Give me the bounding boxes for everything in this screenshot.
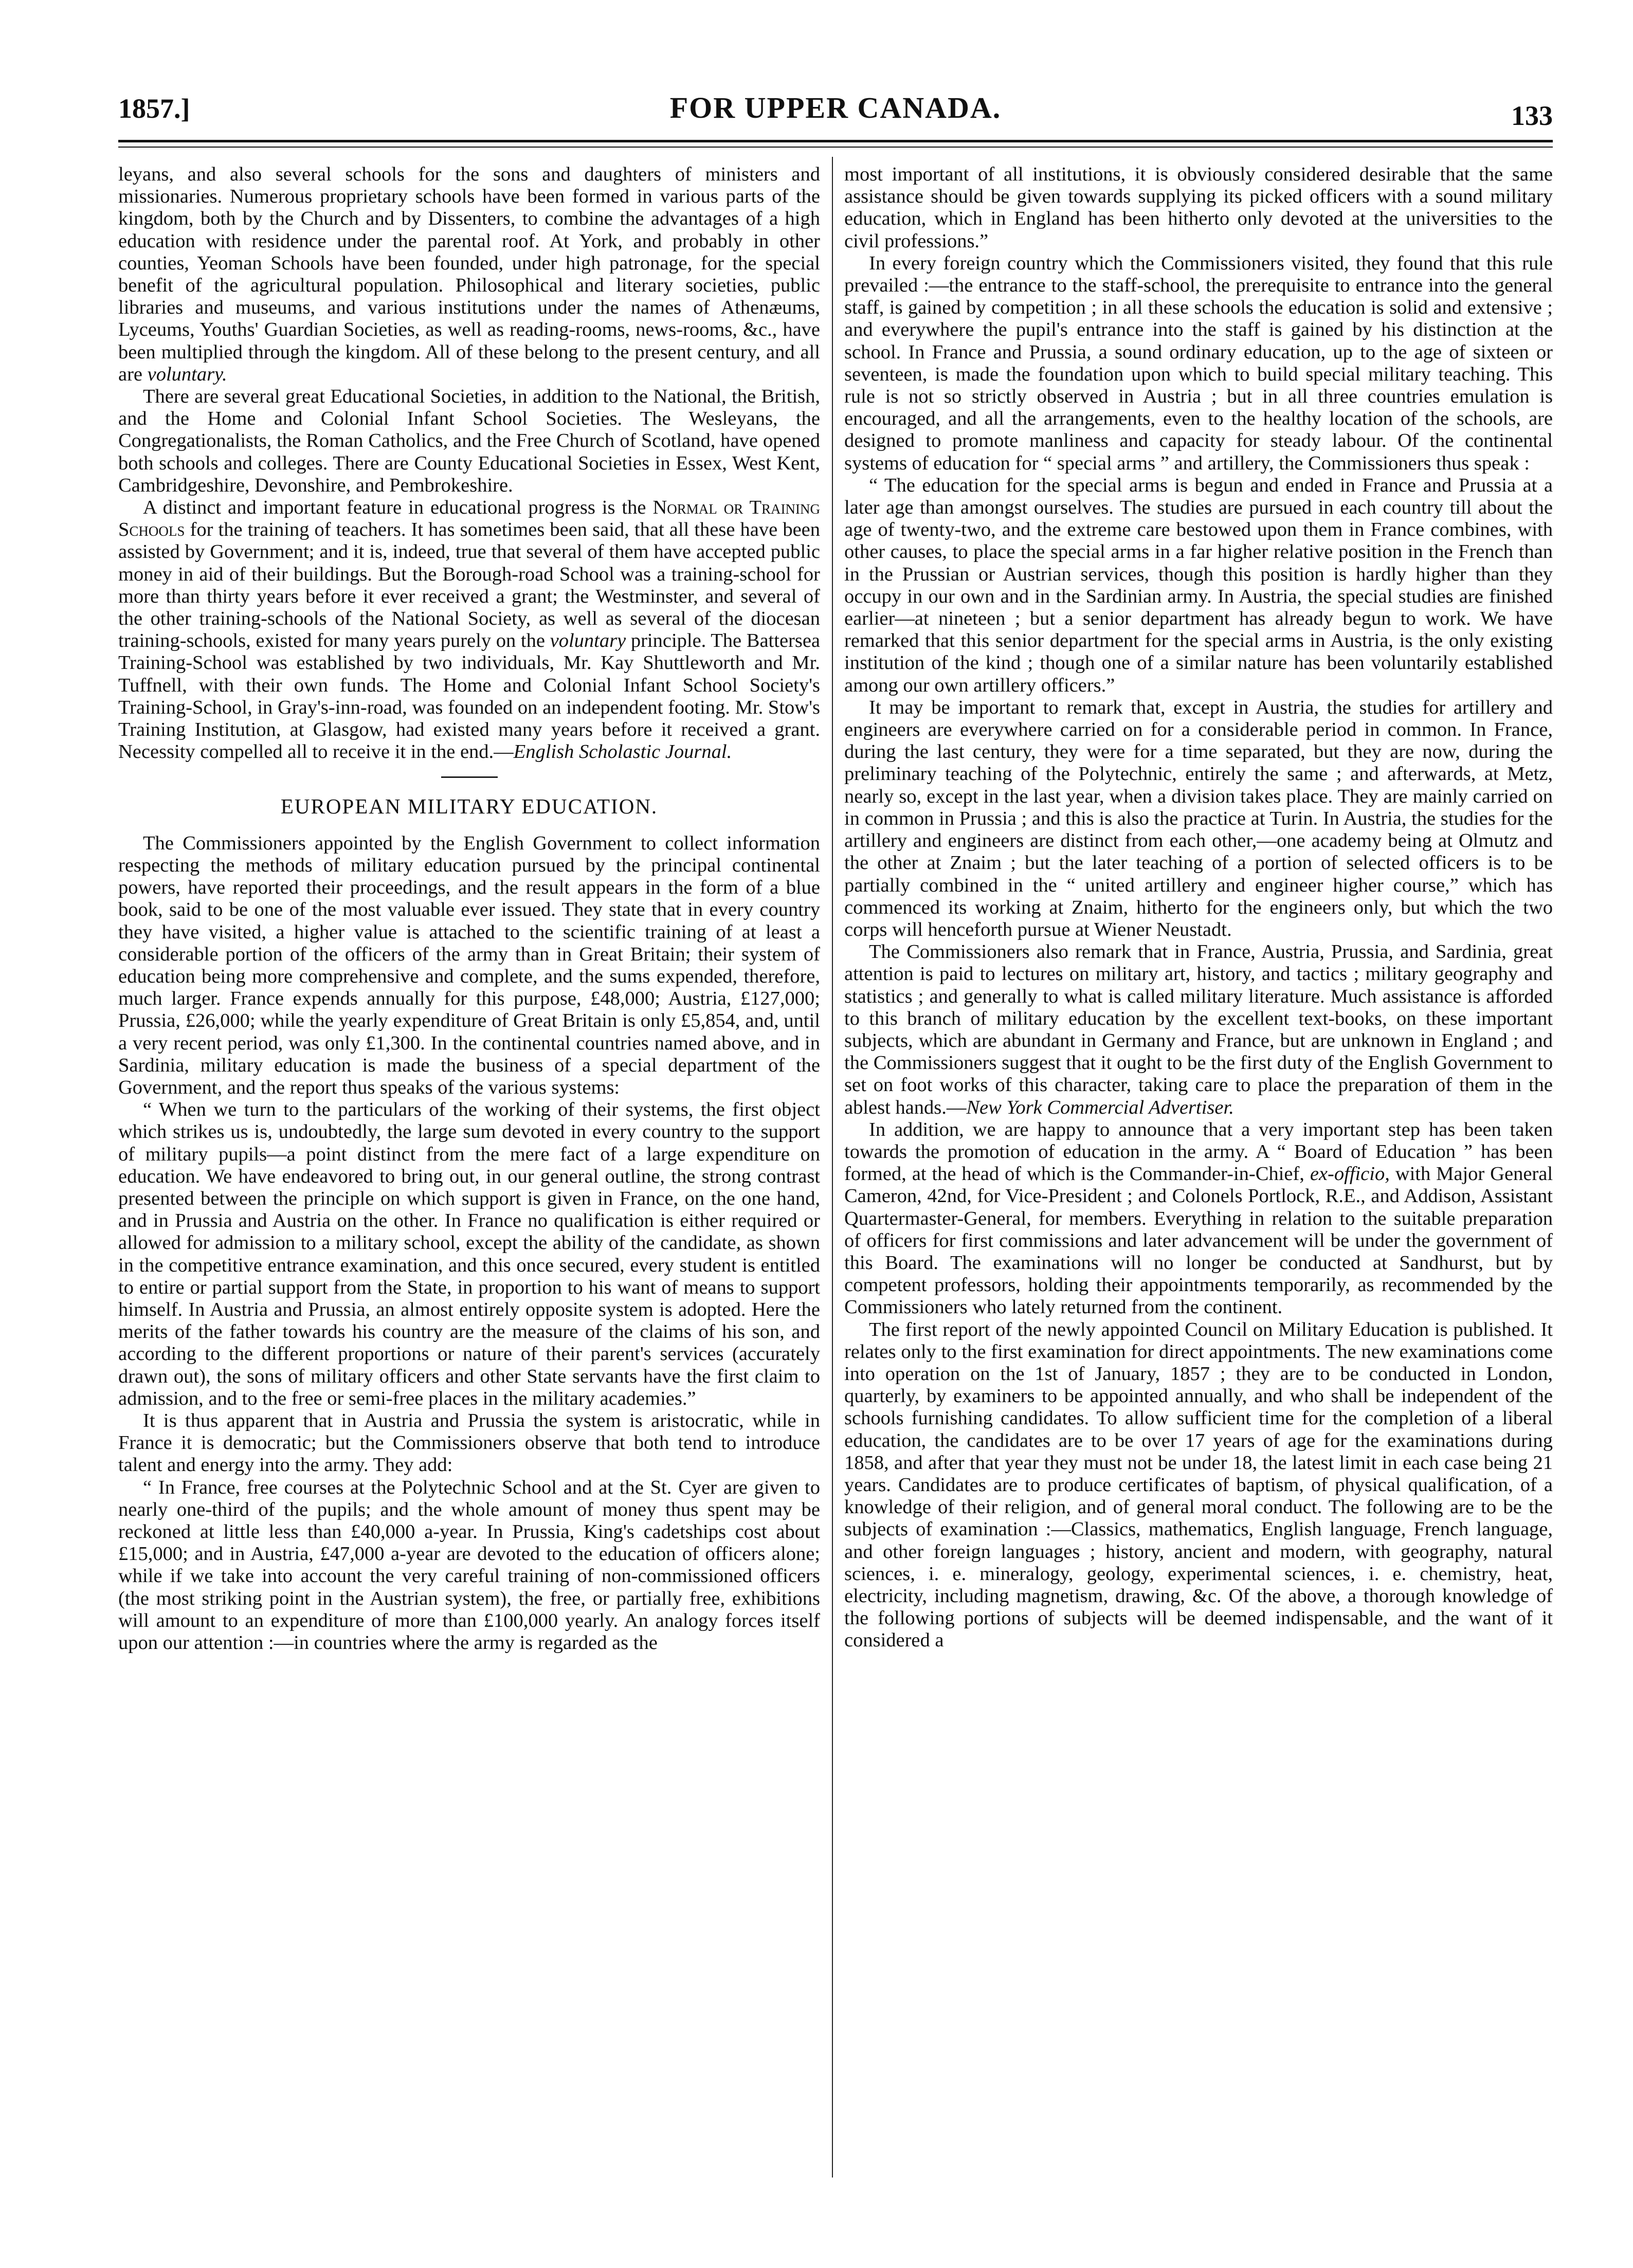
paragraph: In every foreign country which the Commissioners visited, they found that this rule prevailed :—the entrance to the staff-school, the prerequisite to entrance into the general staff, is gained by competition ; in all these schools the education is solid and extensive ; and everywhere the pupil's entrance into the staff is gained by his distinction at the school. In France and Prussia, a sound ordinary education, up to the age of sixteen or seventeen, is made the foundation upon which to build special military teaching. This rule is not so strictly observed in Austria ; but in all three countries emulation is encouraged, and all the arrangements, even to the healthy location of the schools, are designed to promote manliness and capacity for steady labour. Of the continental systems of education for “ special arms ” and artillery, the Commissioners thus speak : bbox=[844, 252, 1553, 474]
section-divider bbox=[441, 776, 498, 778]
paragraph: In addition, we are happy to announce that a very important step has been taken towards the promotion of education in the army. A “ Board of Education ” has been formed, at the head of which is the Commander-in-Chief, ex-officio, with Major General Cameron, 42nd, for Vice-President ; and Colonels Portlock, R.E., and Addison, Assistant Quartermaster-General, for members. Everything in relation to the suitable preparation of officers for first commissions and later advancement will be under the government of this Board. The examinations will no longer be conducted at Sandhurst, but by competent professors, holding their appointments temporarily, as recommended by the Commissioners who lately returned from the continent. bbox=[844, 1118, 1553, 1318]
source-citation: English Scholastic Journal. bbox=[513, 741, 732, 763]
section-title: EUROPEAN MILITARY EDUCATION. bbox=[280, 794, 658, 819]
paragraph: It is thus apparent that in Austria and Prussia the system is aristocratic, while in France it is democratic; but the Commissioners observe that both tend to introduce talent and energy into the army. They add: bbox=[118, 1409, 820, 1476]
paragraph: leyans, and also several schools for the sons and daughters of ministers and missionaries. Numerous proprietary schools have been formed in various parts of the kingdom, both by the Church and by Dissenters, to combine the advantages of a high education with residence under the parental roof. At York, and probably in other counties, Yeoman Schools have been founded, under high patronage, for the special benefit of the agricultural population. Philosophical and literary societies, public libraries and museums, and various institutions under the names of Athenæums, Lyceums, Youths' Guardian Societies, as well as reading-rooms, news-rooms, &c., have been multiplied through the kingdom. All of these belong to the present century, and all are voluntary. bbox=[118, 164, 820, 385]
left-column bbox=[118, 164, 820, 1654]
header-rule-thin bbox=[118, 147, 1553, 148]
right-column bbox=[844, 164, 1553, 1652]
paragraph: The first report of the newly appointed Council on Military Education is published. It relates only to the first examination for direct appointments. The new examinations come into operation on the 1st of January, 1857 ; they are to be conducted in London, quarterly, by examiners to be appointed annually, and who shall be independent of the schools furnishing candidates. To allow sufficient time for the completion of a liberal education, the candidates are to be over 17 years of age for the examinations during 1858, and after that year they must not be under 18, the latest limit in each case being 21 years. Candidates are to produce certificates of baptism, of physical qualification, of a knowledge of their religion, and of general moral conduct. The following are to be the subjects of examination :—Classics, mathematics, English language, French language, and other foreign languages ; history, ancient and modern, with geography, natural sciences, i. e. mineralogy, geology, experimental sciences, i. e. chemistry, heat, electricity, including magnetism, drawing, &c. Of the above, a thorough knowledge of the following portions of subjects will be deemed indispensable, and the want of it considered a bbox=[844, 1318, 1553, 1652]
paragraph: It may be important to remark that, except in Austria, the studies for artillery and engineers are everywhere carried on for a considerable period in common. In France, during the last century, they were for a time separated, but they are now, during the preliminary teaching of the Polytechnic, entirely the same ; and afterwards, at Metz, nearly so, except in the last year, when a division takes place. They are mainly carried on in common in Prussia ; and this is also the practice at Turin. In Austria, the studies for the artillery and engineers are distinct from each other,—one academy being at Olmutz and the other at Znaim ; but the later teaching of a portion of selected officers is to be partially combined in the “ united artillery and engineer higher course,” which has commenced its working at Znaim, hitherto for the engineers only, but which the two corps will henceforth pursue at Wiener Neustadt. bbox=[844, 696, 1553, 940]
page-number: 133 bbox=[1511, 100, 1553, 131]
quote-paragraph: “ When we turn to the particulars of the working of their systems, the first object which strikes us is, undoubtedly, the large sum devoted in every country to the support of military pupils—a point distinct from the mere fact of a large expenditure on education. We have endeavored to bring out, in our general outline, the strong contrast presented between the principle on which support is given in France, on the one hand, and in Prussia and Austria on the other. In France no qualification is either required or allowed for admission to a military school, except the ability of the candidate, as shown in the competitive entrance examination, and this once secured, every student is entitled to entire or partial support from the State, in proportion to his want of means to support himself. In Austria and Prussia, an almost entirely opposite system is adopted. Here the merits of the father towards his country are the measure of the claims of his son, and according to the different proportions or nature of their parent's services (accurately drawn out), the sons of military officers and other State servants have the first claim to admission, and to the free or semi-free places in the military academies.” bbox=[118, 1099, 820, 1409]
column-divider bbox=[832, 157, 833, 2178]
running-header bbox=[118, 88, 1553, 135]
paragraph: The Commissioners appointed by the English Government to collect information respecting the methods of military education pursued by the principal continental powers, have reported their proceedings, and the result appears in the form of a blue book, said to be one of the most valuable ever issued. They state that in every country they have visited, a higher value is attached to the scientific training of at least a considerable portion of the officers of the army than in Great Britain; their system of education being more comprehensive and complete, and the sums expended, therefore, much larger. France expends annually for this purpose, £48,000; Austria, £127,000; Prussia, £26,000; while the yearly expenditure of Great Britain is only £5,854, and, until a very recent period, was only £1,300. In the continental countries named above, and in Sardinia, military education is made the business of a special department of the Government, and the report thus speaks of the various systems: bbox=[118, 832, 820, 1098]
paragraph: There are several great Educational Societies, in addition to the National, the British, and the Home and Colonial Infant School Societies. The Wesleyans, the Congregationalists, the Roman Catholics, and the Free Church of Scotland, have opened both schools and colleges. There are County Educational Societies in Essex, West Kent, Cambridgeshire, Devonshire, and Pembrokeshire. bbox=[118, 386, 820, 496]
paragraph: A distinct and important feature in educational progress is the Normal or Training Schools for the training of teachers. It has sometimes been said, that all these have been assisted by Government; and it is, indeed, true that several of them have accepted public money in aid of their buildings. But the Borough-road School was a training-school for more than thirty years before it ever received a grant; the Westminster, and several of the other training-schools of the National Society, as well as several of the diocesan training-schools, existed for many years purely on the voluntary principle. The Battersea Training-School was established by two individuals, Mr. Kay Shuttleworth and Mr. Tuffnell, with their own funds. The Home and Colonial Infant School Society's Training-School, in Gray's-inn-road, was founded on an independent footing. Mr. Stow's Training Institution, at Glasgow, had existed many years before it received a grant. Necessity compelled all to receive it in the end.—English Scholastic Journal. bbox=[118, 497, 821, 763]
header-title: FOR UPPER CANADA. bbox=[669, 91, 1002, 124]
quote-paragraph: “ In France, free courses at the Polytechnic School and at the St. Cyer are given to nearly one-third of the pupils; and the whole amount of money thus spent may be reckoned at little less than £40,000 a-year. In Prussia, King's cadetships cost about £15,000; and in Austria, £47,000 a-year are devoted to the education of officers alone; while if we take into account the very careful training of non-commissioned officers (the most striking point in the Austrian system), the free, or partially free, exhibitions will amount to an expenditure of more than £100,000 yearly. An analogy forces itself upon our attention :—in countries where the army is regarded as the bbox=[118, 1476, 820, 1654]
header-rule-thick bbox=[118, 140, 1553, 142]
source-citation: New York Commercial Advertiser. bbox=[966, 1096, 1234, 1118]
paragraph: most important of all institutions, it is obviously considered desirable that the same assistance should be given towards supplying its picked officers with a sound military education, which in England has been hitherto only devoted at the universities to the civil professions.” bbox=[844, 164, 1553, 252]
quote-paragraph: “ The education for the special arms is begun and ended in France and Prussia at a later age than amongst ourselves. The studies are pursued in each country till about the age of twenty-two, and the extreme care bestowed upon them in France combines, with other causes, to place the special arms in a far higher relative position in the French than in the Prussian or Austrian services, though this position is hardly higher than they occupy in our own and in the Sardinian army. In Austria, the special studies are finished earlier—at nineteen ; but a senior department has already begun to work. We have remarked that this senior department for the special arms in Austria, is the only existing institution of the kind ; though one of a similar nature has been voluntarily established among our own artillery officers.” bbox=[844, 474, 1553, 696]
header-year: 1857.] bbox=[118, 93, 190, 124]
paragraph: The Commissioners also remark that in France, Austria, Prussia, and Sardinia, great attention is paid to lectures on military art, history, and tactics ; military geography and statistics ; and generally to what is called military literature. Much assistance is afforded to this branch of military education by the excellent text-books, on these important subjects, which are abundant in Germany and France, but are unknown in England ; and the Commissioners suggest that it ought to be the first duty of the English Government to set on foot works of this character, taking care to place the preparation of them in the ablest hands.—New York Commercial Advertiser. bbox=[844, 941, 1553, 1118]
